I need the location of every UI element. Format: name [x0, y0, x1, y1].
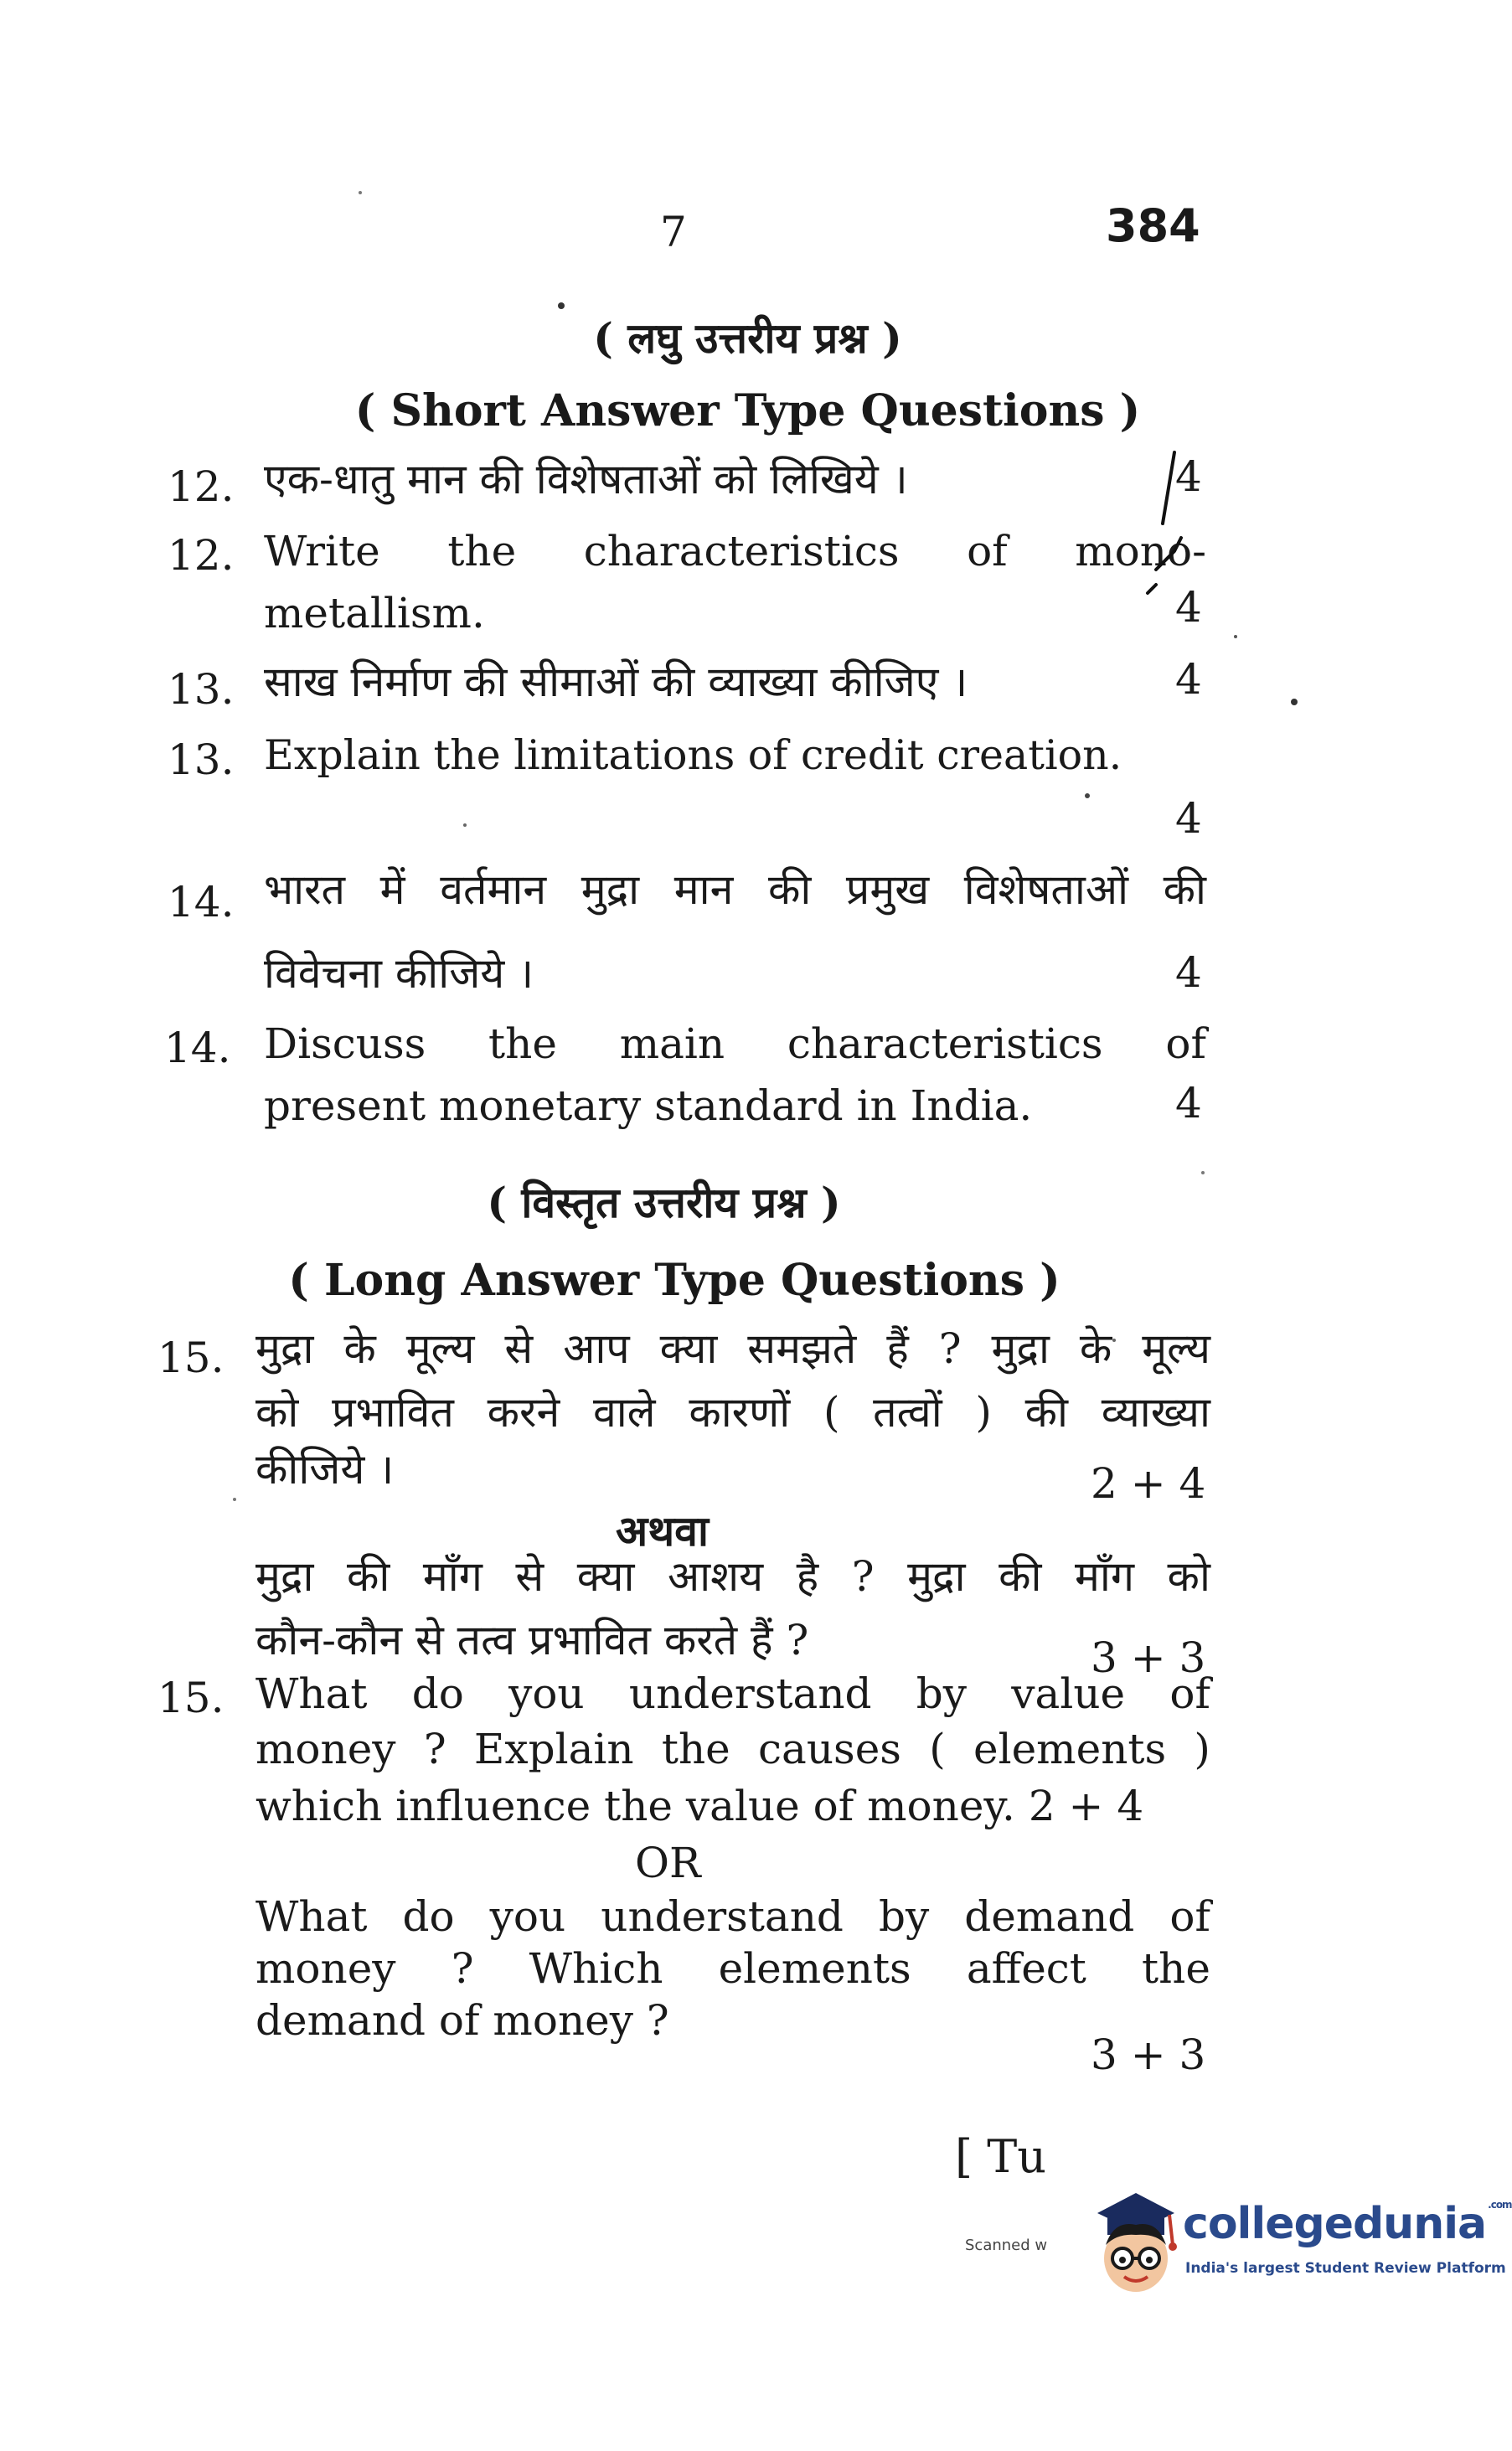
question-number: 15.: [157, 1334, 224, 1382]
word: व्याख्या: [1101, 1388, 1210, 1437]
word: the: [1142, 1944, 1210, 1993]
word: Write: [264, 527, 380, 575]
word: विशेषताओं: [963, 865, 1128, 914]
word: the: [447, 527, 517, 575]
word: प्रभावित: [332, 1388, 454, 1437]
word: ?: [938, 1324, 962, 1373]
marks: 4: [1175, 655, 1202, 704]
word: है: [796, 1552, 819, 1601]
word: main: [619, 1019, 725, 1068]
marks: 4: [1175, 1079, 1202, 1127]
word: की: [1163, 865, 1206, 914]
word: मूल्य: [405, 1324, 475, 1373]
question-15-english-line1: [255, 1667, 1210, 1721]
word: of: [1169, 1669, 1210, 1718]
short-section-title-hindi: ( लघु उत्तरीय प्रश्न ): [593, 313, 902, 363]
word: को: [255, 1388, 299, 1437]
question-15-english-alt-line2: [255, 1942, 1210, 1996]
word: की: [1024, 1388, 1068, 1437]
word: causes: [758, 1725, 901, 1773]
question-15-english-line3: which influence the value of money. 2 + 4: [255, 1782, 1144, 1830]
word: (: [823, 1388, 840, 1437]
marks: 4: [1175, 794, 1202, 843]
question-number: 14.: [168, 878, 235, 926]
question-15-english-line2: [255, 1722, 1210, 1777]
question-15-english-alt-line3: demand of money ?: [255, 1996, 669, 2045]
turn-over-note: [ Tu: [955, 2130, 1047, 2183]
brand-name: [1183, 2199, 1512, 2249]
word: क्या: [576, 1552, 635, 1601]
question-14-hindi-line1: [264, 863, 1206, 917]
word: की: [346, 1552, 390, 1601]
word: money: [255, 1725, 396, 1773]
word: मूल्य: [1142, 1324, 1210, 1373]
word: प्रमुख: [845, 865, 930, 914]
word: elements: [718, 1944, 911, 1993]
word: Which: [529, 1944, 663, 1993]
long-section-title-english: ( Long Answer Type Questions ): [288, 1255, 1060, 1306]
word: ?: [851, 1552, 875, 1601]
word: की: [999, 1552, 1042, 1601]
word: characteristics: [787, 1019, 1103, 1068]
word: से: [515, 1552, 544, 1601]
word: affect: [966, 1944, 1086, 1993]
word: माँग: [422, 1552, 482, 1601]
word: (: [929, 1725, 946, 1773]
question-14-english-line2: present monetary standard in India.: [264, 1081, 1033, 1130]
word: भारत: [264, 865, 346, 914]
or-english: OR: [635, 1839, 701, 1887]
word: वाले: [592, 1388, 656, 1437]
word: value: [1011, 1669, 1126, 1718]
word: ): [975, 1388, 992, 1437]
word: understand: [601, 1892, 844, 1941]
word: मान: [673, 865, 734, 914]
word: demand: [964, 1892, 1135, 1941]
word: ): [1194, 1725, 1210, 1773]
word: elements: [973, 1725, 1167, 1773]
brand-suffix: .com: [1488, 2199, 1512, 2211]
question-14-hindi-line2: विवेचना कीजिये ।: [264, 949, 534, 998]
page-number: 7: [660, 208, 687, 256]
marks: 3 + 3: [1091, 2030, 1206, 2079]
question-12-english-line2: metallism.: [264, 589, 485, 637]
word: मुद्रा: [907, 1552, 966, 1601]
word: की: [767, 865, 812, 914]
short-section-title-english: ( Short Answer Type Questions ): [354, 385, 1141, 436]
question-number: 15.: [157, 1674, 224, 1722]
question-number: 14.: [164, 1024, 231, 1072]
brand-tagline: India's largest Student Review Platform: [1185, 2260, 1506, 2277]
question-15-hindi-line3: कीजिये ।: [255, 1445, 395, 1494]
word: के: [1079, 1324, 1112, 1373]
marks: 4: [1175, 452, 1202, 501]
word: वर्तमान: [440, 865, 547, 914]
word: the: [488, 1019, 557, 1068]
question-number: 12.: [168, 462, 235, 511]
word: ?: [423, 1725, 446, 1773]
word: माँग: [1075, 1552, 1134, 1601]
word: के: [343, 1324, 376, 1373]
word: What: [255, 1669, 368, 1718]
question-15-english-alt-line1: [255, 1890, 1210, 1944]
marks: 4: [1175, 948, 1202, 997]
word: mono-: [1075, 527, 1206, 575]
or-hindi: अथवा: [616, 1506, 709, 1556]
question-12-english-line1: [264, 524, 1206, 579]
word: Explain: [473, 1725, 634, 1773]
word: by: [878, 1892, 930, 1941]
word: कारणों: [689, 1388, 791, 1437]
word: by: [916, 1669, 968, 1718]
marks: 3 + 3: [1091, 1633, 1206, 1682]
word: do: [402, 1892, 455, 1941]
question-13-english: Explain the limitations of credit creation.: [264, 731, 1122, 779]
word: को: [1167, 1552, 1210, 1601]
question-number: 13.: [168, 735, 235, 784]
word: क्या: [659, 1324, 718, 1373]
question-13-hindi: साख निर्माण की सीमाओं की व्याख्या कीजिए ।: [264, 658, 968, 706]
word: मुद्रा: [255, 1552, 314, 1601]
word: हैं: [886, 1324, 909, 1373]
question-15-hindi-alt-line2: कौन-कौन से तत्व प्रभावित करते हैं ?: [255, 1616, 809, 1664]
question-12-hindi: एक-धातु मान की विशेषताओं को लिखिये ।: [264, 455, 908, 503]
word: में: [379, 865, 405, 914]
word: of: [1165, 1019, 1206, 1068]
word: of: [967, 527, 1008, 575]
marks: 2 + 4: [1091, 1459, 1206, 1508]
word: money: [255, 1944, 396, 1993]
word: you: [489, 1892, 566, 1941]
word: What: [255, 1892, 368, 1941]
word: characteristics: [583, 527, 900, 575]
word: do: [411, 1669, 464, 1718]
word: आशय: [668, 1552, 764, 1601]
word: मुद्रा: [255, 1324, 314, 1373]
long-section-title-hindi: ( विस्तृत उत्तरीय प्रश्न ): [487, 1178, 841, 1227]
question-14-english-line1: [264, 1017, 1206, 1071]
word: मुद्रा: [581, 865, 640, 914]
word: ?: [451, 1944, 474, 1993]
paper-code: 384: [1106, 199, 1200, 252]
word: करने: [487, 1388, 560, 1437]
word: Discuss: [264, 1019, 426, 1068]
word: मुद्रा: [991, 1324, 1050, 1373]
pen-mark: [1131, 444, 1189, 611]
word: of: [1169, 1892, 1210, 1941]
word: आप: [563, 1324, 630, 1373]
word: तत्वों: [873, 1388, 942, 1437]
mascot-logo-icon: [1089, 2186, 1181, 2295]
brand-wordmark: collegedunia: [1183, 2199, 1487, 2249]
question-15-hindi-alt-line1: [255, 1550, 1210, 1604]
question-number: 12.: [168, 531, 235, 580]
marks: 4: [1175, 583, 1202, 632]
word: से: [504, 1324, 534, 1373]
question-15-hindi-line2: [255, 1385, 1210, 1440]
scanned-watermark: Scanned w: [965, 2237, 1048, 2254]
question-15-hindi-line1: [255, 1322, 1210, 1376]
word: you: [508, 1669, 585, 1718]
word: understand: [628, 1669, 872, 1718]
word: the: [661, 1725, 730, 1773]
question-number: 13.: [168, 665, 235, 714]
word: समझते: [747, 1324, 857, 1373]
